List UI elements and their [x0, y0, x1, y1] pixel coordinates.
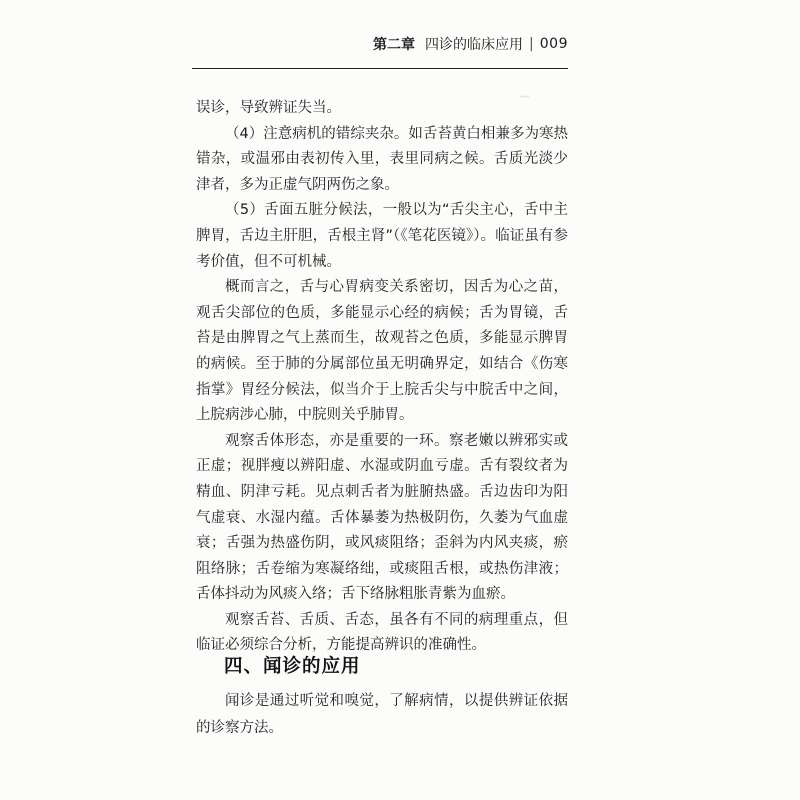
running-header: [373, 32, 568, 56]
chapter-label: 第二章: [373, 37, 416, 53]
bleed-through-text: ▔: [520, 96, 530, 110]
paragraph: 概而言之，舌与心胃病变关系密切，因舌为心之苗，观舌尖部位的色质，多能显示心经的病候；舌为胃镜，舌苔是由脾胃之气上蒸而生，故观苔之色质，多能显示脾胃的病候。至于肺的分属部位虽无明确界定，如结合《伤寒指掌》胃经分候法，似当介于上脘舌尖与中脘舌中之间，上脘病涉心肺，中脘则关乎肺胃。: [196, 279, 568, 424]
paragraph: 观察舌苔、舌质、舌态，虽各有不同的病理重点，但临证必须综合分析，方能提高辨识的准确性。: [196, 611, 568, 654]
paragraph: 闻诊是通过听觉和嗅觉，了解病情，以提供辨证依据的诊察方法。: [196, 693, 568, 736]
paragraph: 观察舌体形态，亦是重要的一环。察老嫩以辨邪实或正虚；视胖瘦以辨阳虚、水湿或阴血亏虚。舌有裂纹者为精血、阴津亏耗。见点刺舌者为脏腑热盛。舌边齿印为阳气虚衰、水湿内蕴。舌体暴萎为热极阴伤，久萎为气血虚衰；舌强为热盛伤阴，或风痰阻络；歪斜为内风夹痰，瘀阻络脉；舌卷缩为寒凝络绌，或痰阻舌根，或热伤津液；舌体抖动为风痰入络；舌下络脉粗胀青紫为血瘀。: [196, 432, 568, 603]
page-number: 009: [539, 36, 568, 52]
section-heading: 四、闻诊的应用: [224, 656, 361, 677]
body-text: [196, 96, 568, 659]
paragraph: （4）注意病机的错综夹杂。如舌苔黄白相兼多为寒热错杂，或温邪由表初传入里，表里同病之候。舌质光淡少津者，多为正虚气阴两伤之象。: [196, 125, 568, 193]
paragraph: （5）舌面五脏分候法，一般以为“舌尖主心，舌中主脾胃，舌边主肝胆，舌根主肾”（《笔花医镜》）。临证虽有参考价值，但不可机械。: [196, 202, 568, 270]
header-rule: [192, 68, 568, 69]
section-body-text: [196, 688, 568, 742]
paragraph: 误诊，导致辨证失当。: [196, 100, 341, 116]
header-separator: |: [529, 36, 534, 52]
chapter-section-title: 四诊的临床应用: [425, 37, 524, 53]
